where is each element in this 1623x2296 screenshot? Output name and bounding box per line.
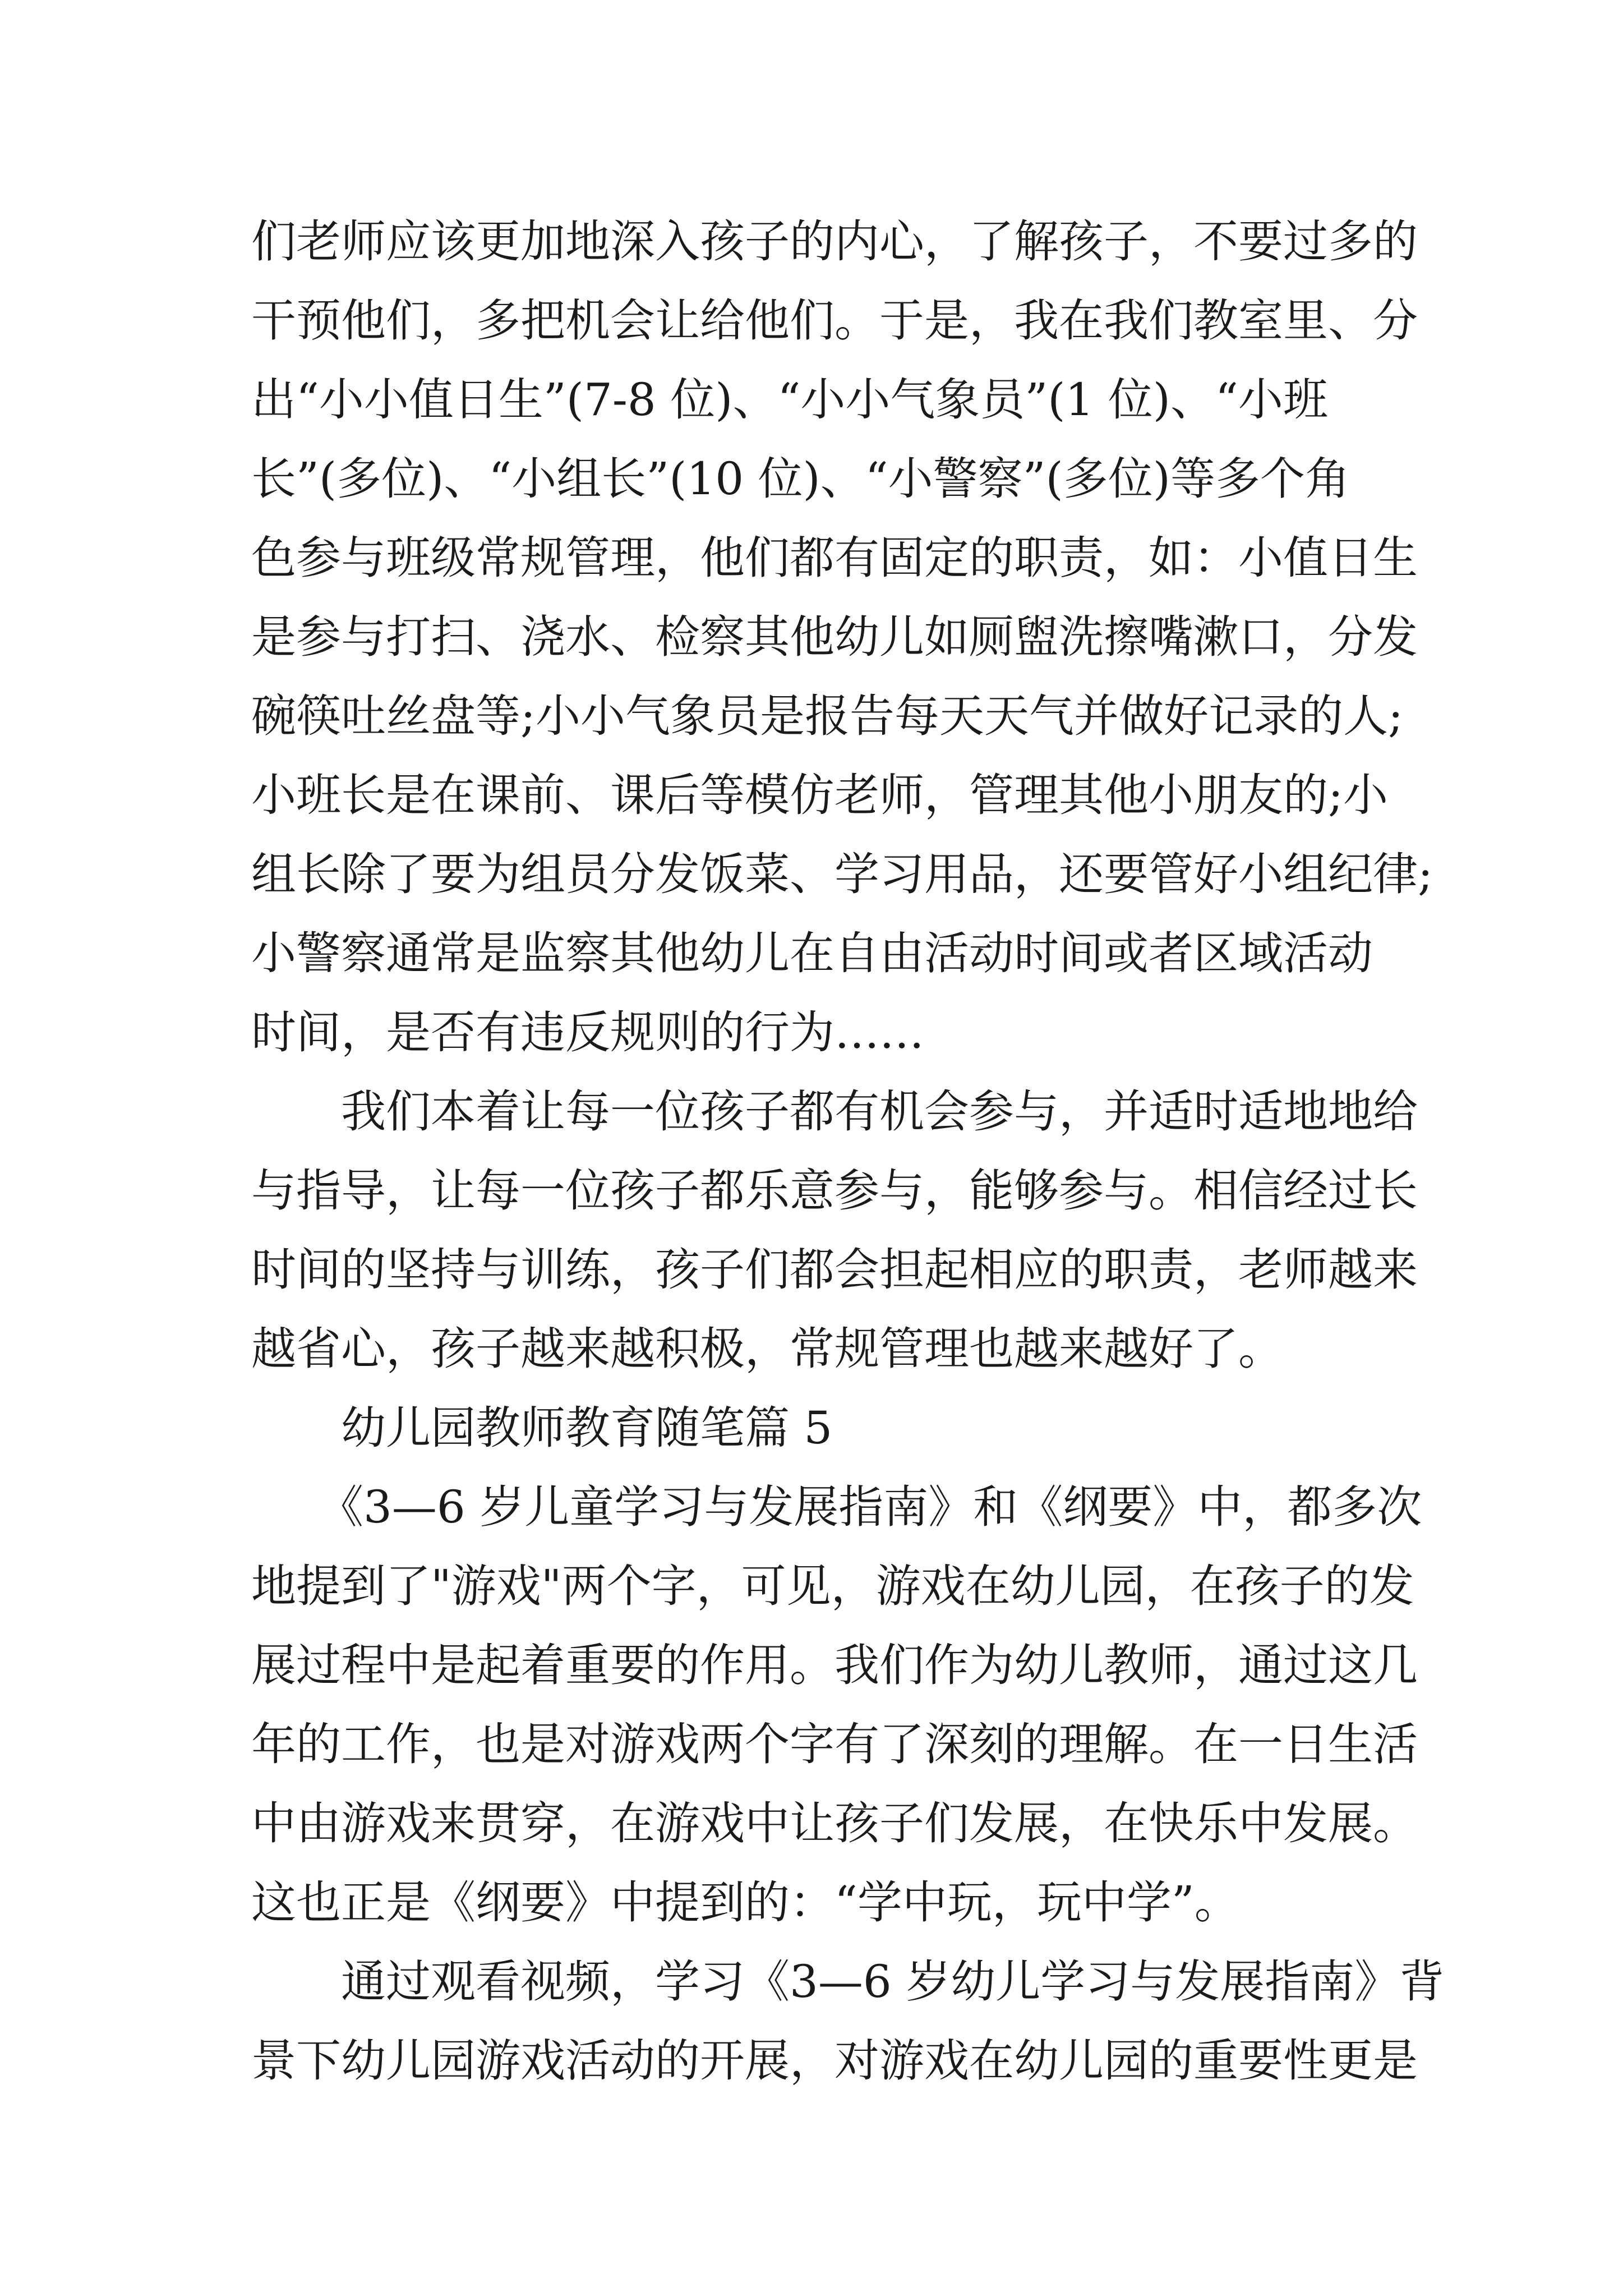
text-line: 展过程中是起着重要的作用。我们作为幼儿教师，通过这几 [251,1639,1418,1691]
text-line: 碗筷吐丝盘等;小小气象员是报告每天天气并做好记录的人; [251,690,1403,742]
section-heading: 幼儿园教师教育随笔篇 5 [251,1402,833,1454]
text-line: 们老师应该更加地深入孩子的内心，了解孩子，不要过多的 [251,215,1418,268]
text-line: 色参与班级常规管理，他们都有固定的职责，如：小值日生 [251,532,1418,584]
text-line: 景下幼儿园游戏活动的开展，对游戏在幼儿园的重要性更是 [251,2035,1418,2087]
document-body [251,202,1445,2100]
text-line: 年的工作，也是对游戏两个字有了深刻的理解。在一日生活 [251,1718,1418,1770]
text-line: 组长除了要为组员分发饭菜、学习用品，还要管好小组纪律; [251,848,1433,900]
text-line: 小警察通常是监察其他幼儿在自由活动时间或者区域活动 [251,927,1373,979]
text-line: 通过观看视频，学习《3—6 岁幼儿学习与发展指南》背 [251,1955,1445,2008]
text-line: 中由游戏来贯穿，在游戏中让孩子们发展，在快乐中发展。 [251,1797,1418,1849]
text-line: 地提到了"游戏"两个字，可见，游戏在幼儿园，在孩子的发 [251,1560,1414,1612]
text-line: 时间的坚持与训练，孩子们都会担起相应的职责，老师越来 [251,1244,1418,1296]
text-line: 是参与打扫、浇水、检察其他幼儿如厕盥洗擦嘴漱口，分发 [251,611,1418,663]
text-line: 越省心，孩子越来越积极，常规管理也越来越好了。 [251,1323,1283,1375]
text-line: 我们本着让每一位孩子都有机会参与，并适时适地地给 [251,1085,1418,1138]
text-line: 小班长是在课前、课后等模仿老师，管理其他小朋友的;小 [251,769,1388,821]
text-line: 这也正是《纲要》中提到的：“学中玩，玩中学”。 [251,1876,1239,1929]
text-line: 《3—6 岁儿童学习与发展指南》和《纲要》中，都多次 [251,1481,1422,1533]
text-line: 与指导，让每一位孩子都乐意参与，能够参与。相信经过长 [251,1165,1418,1217]
text-line: 时间，是否有违反规则的行为…… [251,1006,924,1059]
text-line: 长”(多位)、“小组长”(10 位)、“小警察”(多位)等多个角 [251,453,1350,505]
text-line: 干预他们，多把机会让给他们。于是，我在我们教室里、分 [251,295,1418,347]
text-line: 出“小小值日生”(7-8 位)、“小小气象员”(1 位)、“小班 [251,374,1328,426]
